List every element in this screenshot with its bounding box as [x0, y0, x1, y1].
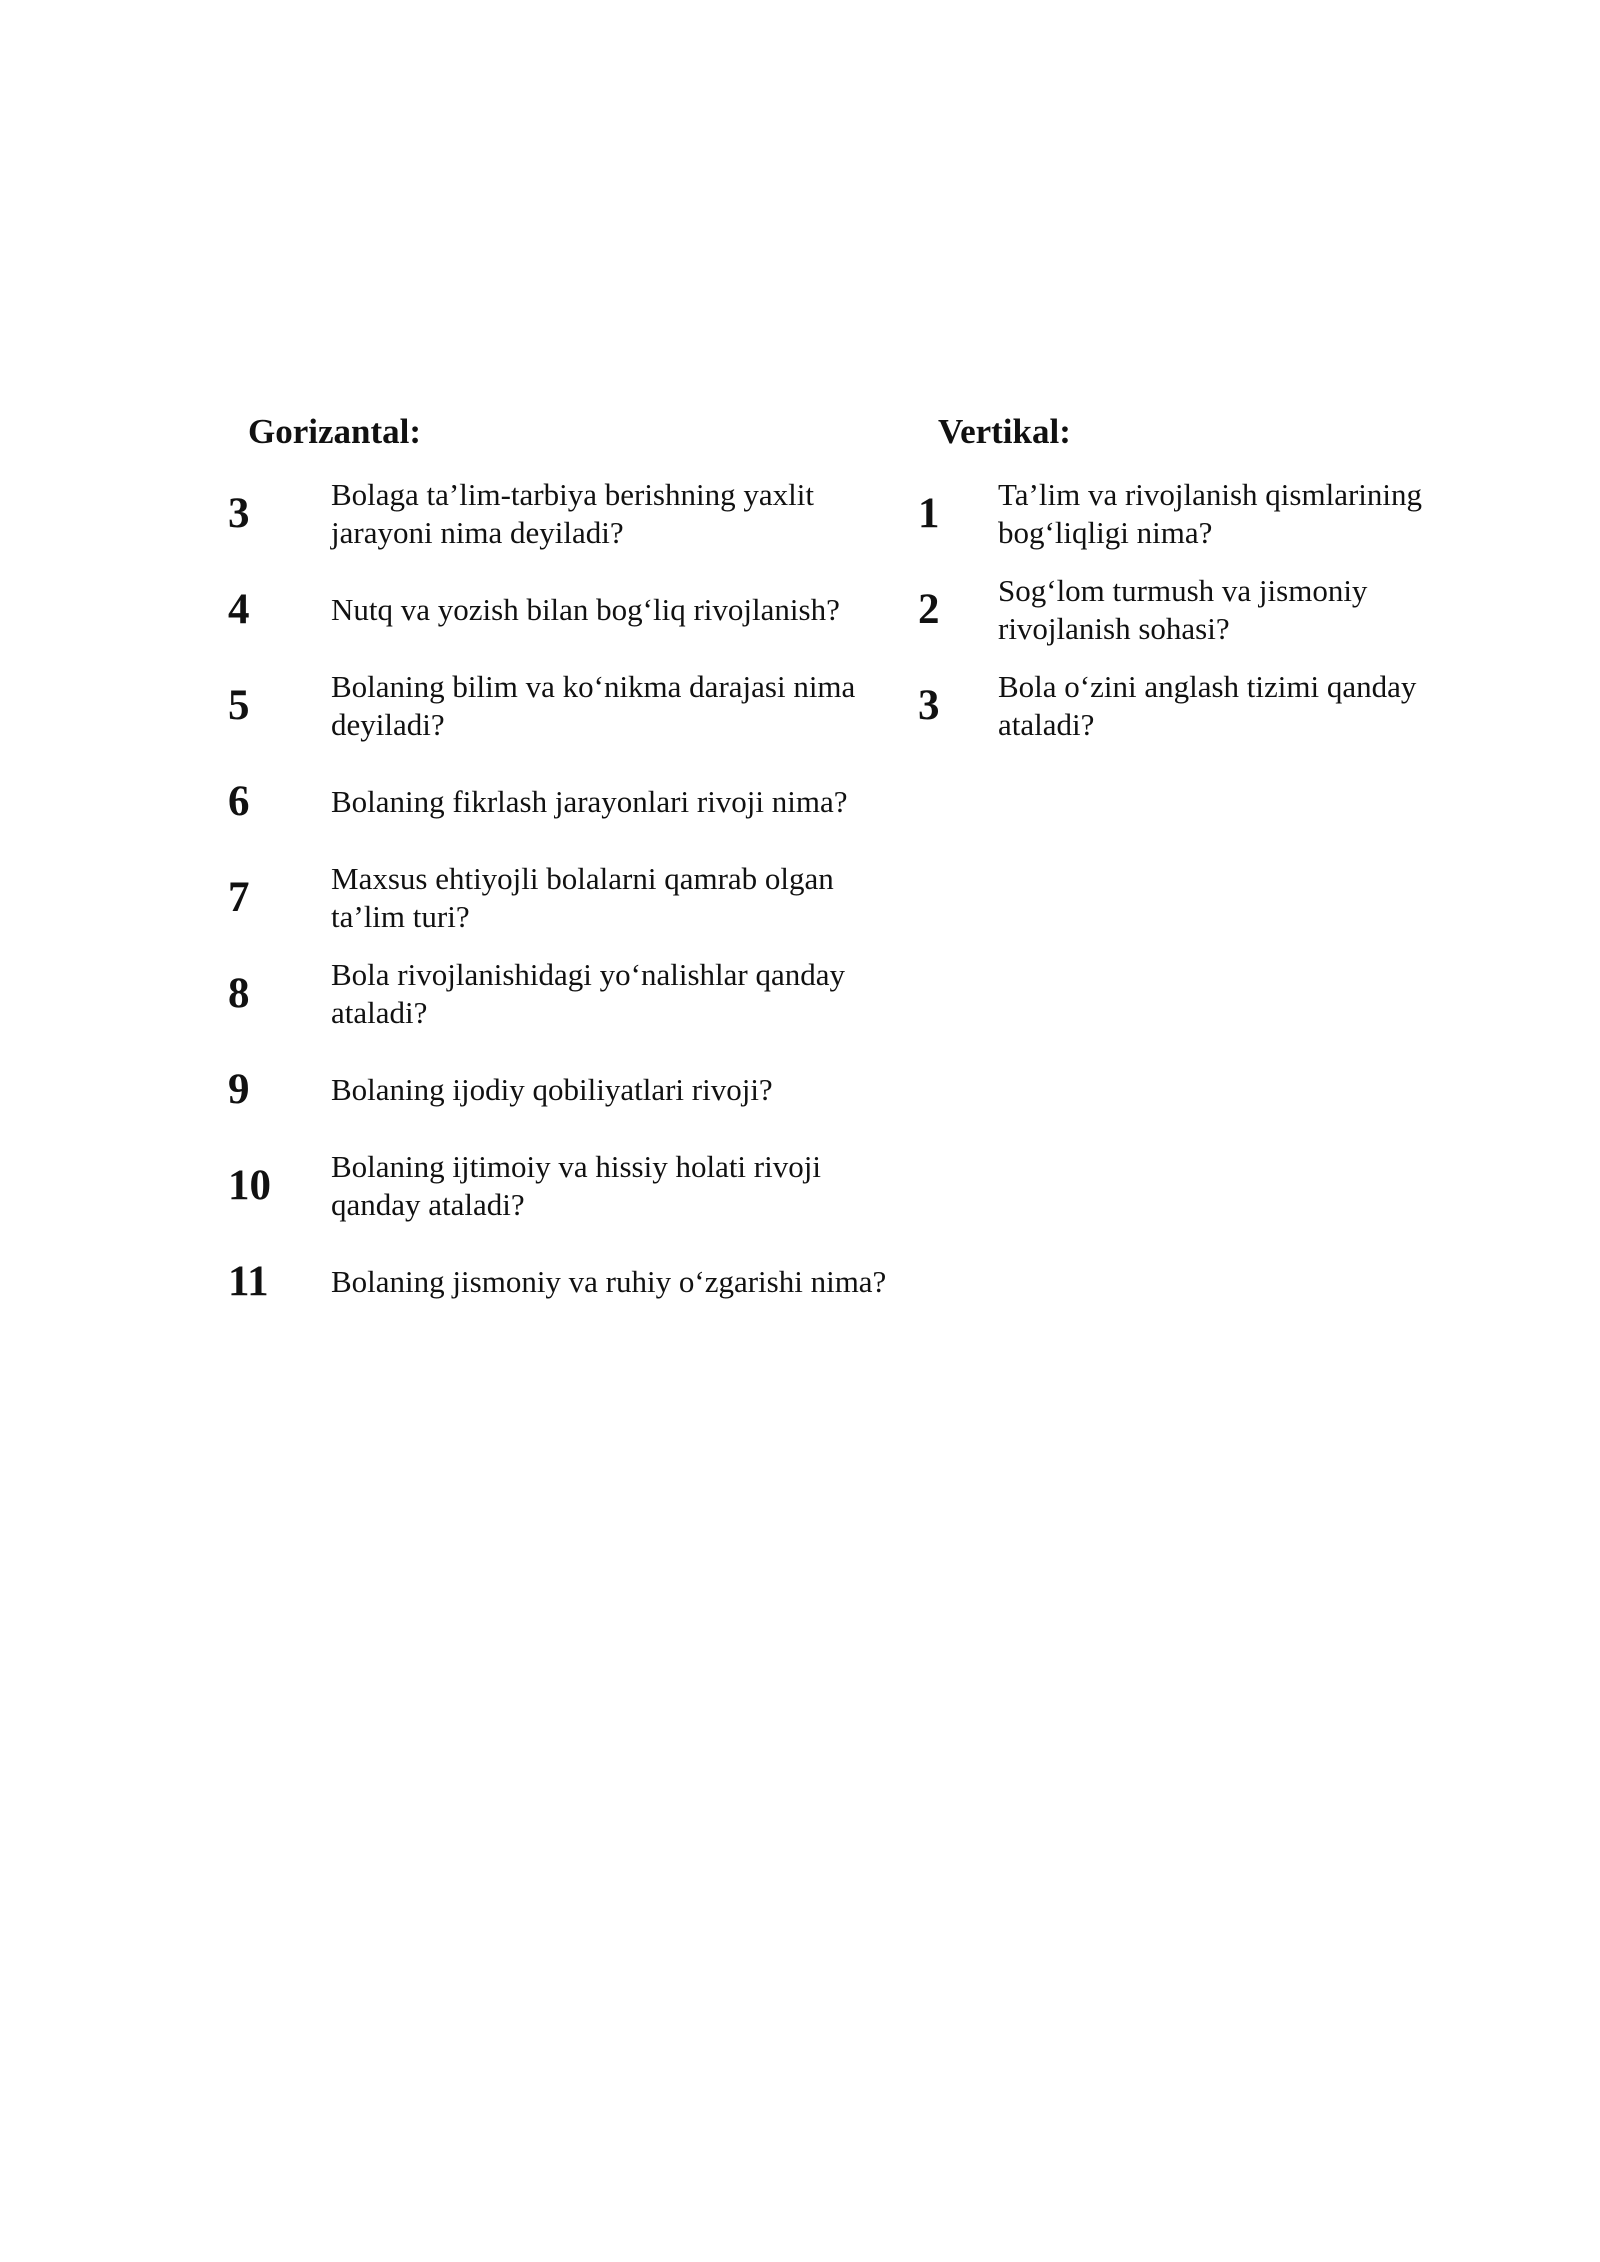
clue-text: Bolaning ijtimoiy va hissiy holati rivoji qanday ataladi? — [331, 1149, 821, 1222]
clue-text: Bolaga ta’lim-tarbiya berishning yaxlit jarayoni nima deyiladi? — [331, 477, 814, 550]
clue-item — [228, 572, 888, 648]
vertical-clues-column — [918, 410, 1478, 764]
clue-item — [228, 1148, 888, 1224]
clue-item — [228, 476, 888, 552]
clue-number: 11 — [228, 1258, 269, 1305]
clue-text: Bolaning ijodiy qobiliyatlari rivoji? — [331, 1072, 773, 1107]
clue-number: 6 — [228, 778, 250, 825]
horizontal-clues-column — [228, 410, 888, 1340]
clue-item — [228, 764, 888, 840]
clue-text: Nutq va yozish bilan bog‘liq rivojlanish? — [331, 592, 840, 627]
clue-item — [228, 1052, 888, 1128]
clue-text: Bolaning fikrlash jarayonlari rivoji nima? — [331, 784, 848, 819]
clue-text: Bolaning bilim va ko‘nikma darajasi nima deyiladi? — [331, 669, 856, 742]
horizontal-heading: Gorizantal: — [248, 412, 422, 451]
clue-number: 4 — [228, 586, 250, 633]
clue-item — [228, 956, 888, 1032]
clue-number: 2 — [918, 586, 940, 633]
clue-number: 9 — [228, 1066, 250, 1113]
clue-item — [228, 668, 888, 744]
clue-item — [918, 668, 1478, 744]
clue-number: 7 — [228, 874, 250, 921]
clue-item — [918, 476, 1478, 552]
clue-number: 3 — [228, 490, 250, 537]
clue-text: Maxsus ehtiyojli bolalarni qamrab olgan ta’lim turi? — [331, 861, 834, 934]
clue-item — [918, 572, 1478, 648]
clue-text: Ta’lim va rivojlanish qismlarining bog‘liqligi nima? — [998, 477, 1423, 550]
clue-item — [228, 860, 888, 936]
clue-text: Bola rivojlanishidagi yo‘nalishlar qanday ataladi? — [331, 957, 845, 1030]
clue-text: Bola o‘zini anglash tizimi qanday ataladi? — [998, 669, 1417, 742]
clue-number: 8 — [228, 970, 250, 1017]
clue-number: 5 — [228, 682, 250, 729]
clue-number: 3 — [918, 682, 940, 729]
clue-text: Bolaning jismoniy va ruhiy o‘zgarishi nima? — [331, 1264, 887, 1299]
clue-number: 10 — [228, 1162, 271, 1209]
vertical-heading: Vertikal: — [938, 412, 1071, 451]
clue-text: Sog‘lom turmush va jismoniy rivojlanish sohasi? — [998, 573, 1368, 646]
clue-item — [228, 1244, 888, 1320]
clue-number: 1 — [918, 490, 940, 537]
